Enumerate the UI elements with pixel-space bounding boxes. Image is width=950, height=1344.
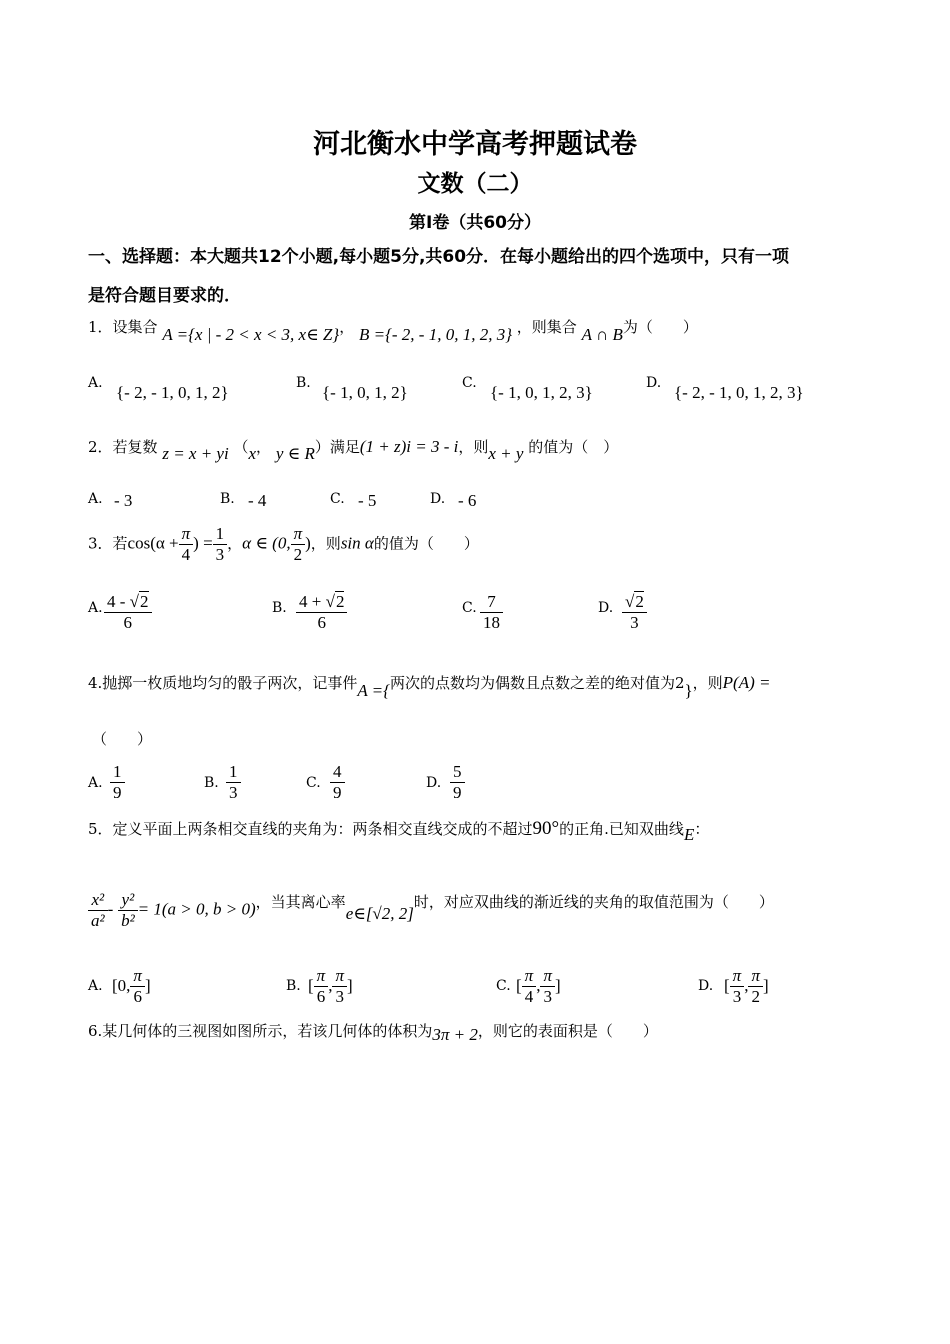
volume-expression: 3π + 2 bbox=[432, 1025, 478, 1044]
paper-subtitle: 文数（二） bbox=[417, 171, 533, 197]
option-2a-label: A. bbox=[88, 491, 103, 507]
option-5d-label: D. bbox=[698, 978, 714, 994]
option-5a-label: A. bbox=[88, 978, 103, 994]
option-1c-label: C. bbox=[462, 375, 477, 391]
question-4: 4.抛掷一枚质地均匀的骰子两次，记事件A ={两次的点数均为偶数且点数之差的绝对值为2}，则P(A) = bbox=[88, 673, 771, 700]
option-1a-label: A. bbox=[88, 375, 103, 391]
option-5b: [ $\frac{\pi}{6}$ , $\frac{\pi}{3}$ ] bbox=[308, 966, 353, 1006]
page-title: 河北衡水中学高考押题试卷 bbox=[313, 129, 637, 160]
option-4c: $\frac{4}{9}$ bbox=[330, 762, 345, 803]
option-2c-label: C. bbox=[330, 491, 345, 507]
event-description: 两次的点数均为偶数且点数之差的绝对值为2 bbox=[389, 674, 685, 692]
complex-equation: (1 + z)i = 3 - i bbox=[359, 437, 459, 456]
option-5d: [ $\frac{\pi}{3}$ , $\frac{\pi}{2}$ ] bbox=[724, 966, 769, 1006]
option-4a-label: A. bbox=[88, 775, 103, 791]
option-5c-label: C. bbox=[496, 978, 511, 994]
option-5a: [0, $\frac{\pi}{6}$ ] bbox=[112, 966, 151, 1006]
question-6: 6.某几何体的三视图如图所示，若该几何体的体积为3π + 2，则它的表面积是（ ） bbox=[88, 1022, 658, 1044]
option-4c-label: C. bbox=[306, 775, 321, 791]
option-2d: - 6 bbox=[458, 491, 477, 510]
question-5: 5．定义平面上两条相交直线的夹角为：两条相交直线交成的不超过90°的正角.已知双曲线E： bbox=[88, 818, 710, 844]
option-3d-label: D. bbox=[598, 600, 614, 616]
option-3c: $\frac{7}{18}$ bbox=[480, 592, 503, 633]
intersection-expression: A ∩ B bbox=[581, 325, 623, 344]
option-1b-label: B. bbox=[296, 375, 311, 391]
hyperbola-equation: $\frac{\text{x²}}{\text{a²}}$ - $\frac{\text{y²}}{\text{b²}}$ = 1(a > 0, b > 0)，当其离心率e∈[√2, 2]时，对应双曲线的渐近线的夹角的取值范围为（ ） bbox=[88, 890, 774, 931]
option-2d-label: D. bbox=[430, 491, 446, 507]
option-1a: {- 2, - 1, 0, 1, 2} bbox=[116, 383, 229, 402]
option-4d: $\frac{5}{9}$ bbox=[450, 762, 465, 803]
option-1b: {- 1, 0, 1, 2} bbox=[322, 383, 408, 402]
option-4b-label: B. bbox=[204, 775, 219, 791]
option-5b-label: B. bbox=[286, 978, 301, 994]
option-3b-label: B. bbox=[272, 600, 287, 616]
section-instructions-cont: 是符合题目要求的． bbox=[88, 286, 241, 306]
question-1: 1．设集合 A ={x | - 2 < x < 3, x∈ Z}， B ={- 2, - 1, 0, 1, 2, 3} ，则集合 A ∩ B为（ ） bbox=[88, 318, 698, 344]
option-3c-label: C. bbox=[462, 600, 477, 616]
option-5c: [ $\frac{\pi}{4}$ , $\frac{\pi}{3}$ ] bbox=[516, 966, 561, 1006]
option-2b-label: B. bbox=[220, 491, 235, 507]
complex-z: z = x + yi bbox=[162, 444, 229, 463]
option-4a: $\frac{1}{9}$ bbox=[110, 762, 125, 803]
option-3b: $\frac{4 + √2}{6}$ bbox=[296, 592, 347, 633]
part-title: 第Ⅰ卷（共60分） bbox=[409, 213, 541, 233]
eccentricity-range: e∈[√2, 2] bbox=[345, 903, 414, 923]
probability-expression: P(A) = bbox=[722, 673, 771, 692]
option-2c: - 5 bbox=[358, 491, 377, 510]
question-4-answer-paren: （ ） bbox=[92, 730, 153, 748]
option-1d: {- 2, - 1, 0, 1, 2, 3} bbox=[674, 383, 804, 402]
question-3: 3．若cos(α + $\frac{\pi}{4}$ ) = $\frac{1}{3}$ ，α ∈ (0, $\frac{\pi}{2}$ )，则sin α的值为（ ） bbox=[88, 524, 479, 564]
set-a-expression: A ={x | - 2 < x < 3, x∈ Z} bbox=[162, 325, 340, 344]
option-4b: $\frac{1}{3}$ bbox=[226, 762, 241, 803]
question-2: 2．若复数 z = x + yi （x， y ∈ R）满足(1 + z)i = 3 - i，则x + y 的值为（ ） bbox=[88, 437, 619, 463]
option-4d-label: D. bbox=[426, 775, 442, 791]
option-1d-label: D. bbox=[646, 375, 662, 391]
section-instructions: 一、选择题：本大题共12个小题,每小题5分,共60分．在每小题给出的四个选项中，只有一项 bbox=[88, 247, 790, 267]
set-b-expression: B ={- 2, - 1, 0, 1, 2, 3} bbox=[358, 325, 513, 344]
option-2b: - 4 bbox=[248, 491, 267, 510]
option-1c: {- 1, 0, 1, 2, 3} bbox=[490, 383, 593, 402]
option-3a: $\frac{4 - √2}{6}$ bbox=[104, 592, 152, 633]
option-2a: - 3 bbox=[114, 491, 133, 510]
option-3d: $\frac{√2}{3}$ bbox=[622, 592, 647, 633]
option-3a-label: A. bbox=[88, 600, 103, 616]
